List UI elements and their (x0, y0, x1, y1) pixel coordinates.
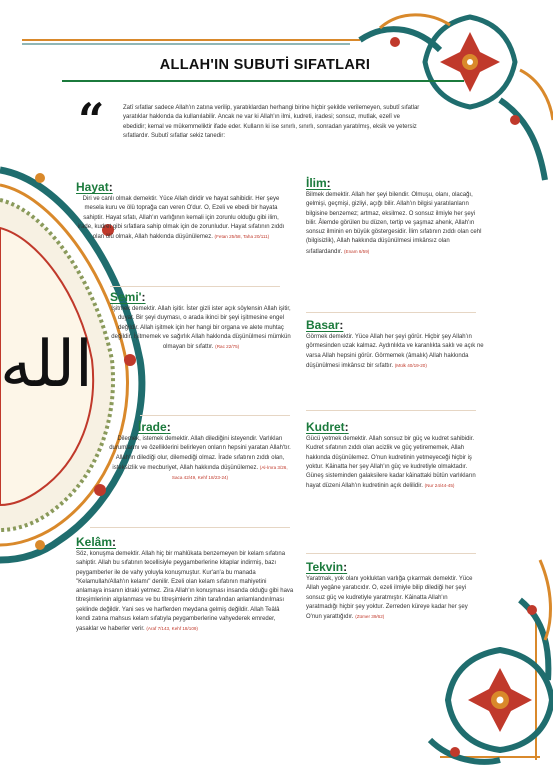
reference: (Araf 7/143, Kehf 18/109) (146, 626, 198, 632)
reference: (Zümer 39/62) (355, 614, 385, 620)
section-hayat (76, 180, 286, 242)
section-heading: Kelâm: (76, 535, 117, 549)
calligraphy-allah: الله (0, 328, 93, 402)
divider (306, 410, 476, 411)
divider (140, 415, 290, 416)
section-ilim (306, 176, 486, 257)
divider (90, 527, 290, 528)
reference: (Mülk 40/19-20) (394, 362, 427, 368)
section-heading: İlim: (306, 176, 331, 190)
section-body: Gücü yetmek demektir. Allah sonsuz bir güç ve kudret sahibidir. Kudret sıfatının zıddı olan acizlik ve güç yetirememek, Allah hakkında düşünülemez. O'nun kudretinin yetmeyeceği hiçbir iş yoktur. Kâinatta her şey Allah'ın güç ve kudretiyle olmaktadır. Güneş sisteminden galaksilere kadar kâinattaki bütün varlıkların hayat düzeni Allah'ın kudretinin açık delilidir. (Nur 24/44-45) (306, 436, 476, 490)
section-body: Yaratmak, yok olanı yokluktan varlığa çıkarmak demektir. Yüce Allah yegâne yaratıcıdır. O, ezeli ilmiyle bilip dilediği her şeyi sonsuz güç ve kudretiyle yaratmıştır. Kâinatta Allah'ın yaratmadığı hiçbir şey yoktur. Zerreden küreye kadar her şey O'nun yarattığıdır. (Zümer 39/62) (306, 576, 473, 621)
section-basar (306, 318, 486, 371)
section-heading: Kudret: (306, 420, 349, 434)
section-heading: Tekvin: (306, 560, 348, 574)
reference: (Rac 22/75) (215, 344, 240, 350)
divider (110, 286, 280, 287)
title-underline (62, 80, 464, 82)
reference: (Al-İmra 3/26, Saca 42/49, Kehf 18/23-24) (171, 464, 288, 481)
section-semi (110, 290, 292, 352)
page-title: ALLAH'IN SUBUTİ SIFATLARI (159, 57, 371, 73)
section-body: Bilmek demektir. Allah her şeyi bilendir. Olmuşu, olanı, olacağı, gelmişi, geçmişi, gizliyi, açığı bilir. Allah'ın bilgisi yaratılanların bilgisine benzemez; artmaz, eksilmez. O sonsuz ilmiyle her şeyi bilir. Âlemde görülen bu düzen, tertip ve şaşmaz ahenk, Allah'ın sonsuz ilminin en büyük göstergesidir. İlim sıfatının zıddı olan cehl (bilgisizlik), Allah hakkında düşünülmesi imkânsız olan sıfatlardandır. (Enam 6/59) (306, 192, 482, 255)
reference: (Nur 24/44-45) (424, 483, 455, 489)
section-body: Söz, konuşma demektir. Allah hiç bir mahlûkata benzemeyen bir kelam sıfatına sahiptir. Allah bu sıfatının tecellisiyle peygamberlerine kitaplar indirmiş, bazı peygamberler ile de vahy yoluyla konuşmuştur. Kur'an'a bu manada "Kelamullah/Allah'ın kelamı" denilir. Ezeli olan kelam sıfatının mahiyetini anlamaya insanın idraki yetmez. Zira Allah'ın konuşması insanda olduğu gibi hava titreşimlerinin algılanması ve bu titreşimlerin zihin tarafından anlamlandırılması şeklinde değildir. Yani ses ve harflerden meydana gelmiş değildir. Allah Teâlâ kendi zatına mahsus kelam sıfatıyla peygamberlerine vahyederek emreder, yasaklar ve haberler verir. (Araf 7/143, Kehf 18/109) (76, 551, 294, 633)
reference: (Fetan 25/58, Taha 20/111) (214, 234, 270, 240)
section-irade (108, 420, 292, 483)
section-body: Görmek demektir. Yüce Allah her şeyi görür. Hiçbir şey Allah'ın görmesinden uzak kalmaz. Aydınlıkta ve karanlıkta saklı ve açık ne varsa Allah hepsini görür. Görmemek (âmalık) Allah hakkında düşünülmesi imkânsız bir sıfattır. (Mülk 40/19-20) (306, 334, 484, 369)
section-kelam (76, 535, 294, 635)
divider (306, 553, 476, 554)
reference: (Enam 6/59) (344, 248, 370, 254)
section-body: Diri ve canlı olmak demektir. Yüce Allah diridir ve hayat sahibidir. Her şeye mesela kuru ve ölü toprağa can veren O'dur. O, Ezeli ve ebedi bir hayata sahiptir. Hayat sıfatı, Allah'ın varlığının kemali için zorunlu olduğu gibi ilim, irade, kudret gibi sıfatlara sahip olmak için de zorunludur. Hayat sıfatının zıddı olan ölü olmak, Allah hakkında düşünülemez. (Fetan 25/58, Taha 20/111) (77, 196, 285, 241)
section-body: İşitmek demektir. Allah işitir. İster gizli ister açık söylensin Allah işitir, duyar. Bir şeyi duyması, o arada ikinci bir şeyi işitmesine engel değildir. Allah işitmek için her hangi bir organa ve alete muhtaç değildir. İşitmemek ve sağırlık Allah hakkında düşünülmesi mümkün olmayan bir sıfattır. (Rac 22/75) (111, 306, 291, 351)
section-heading: Hayat: (76, 180, 113, 194)
intro-paragraph: Zatî sıfatlar sadece Allah'ın zatına verilip, yaratıklardan herhangi birine hiçbir şekilde verilemeyen, subutî sıfatlar yaratıklar hakkında da kullanılabilir. Ancak ne var ki Allah'ın ilmi, kudreti, iradesi; sonsuz, mutlak, ezelî ve ebedidir; kemal ve mükemmeliktir ifade eder. Kulların ki ise sınırlı, sınırlı, sonradan yaratılmış, eksik ve yetersiz sıfatlardır. Subutî sıfatlar sekiz tanedir: (123, 105, 420, 140)
section-heading: İrade: (138, 420, 171, 434)
section-body: Dilemek, istemek demektir. Allah dilediğini isteyendir. Varlıkları durumlarını ve özelliklerini belirleyen onların hepsini yaratan Allah'tır. Allah'ın dilediği olur, dilemediği olmaz. İrade sıfatının zıddı olan, isteksizlik ve mecburiyet, Allah hakkında düşünülemez. (Al-İmra 3/26, Saca 42/49, Kehf 18/23-24) (109, 436, 291, 481)
section-tekvin (306, 560, 478, 622)
section-heading: Semi': (110, 290, 146, 304)
section-heading: Basar: (306, 318, 344, 332)
divider (306, 312, 476, 313)
section-kudret (306, 420, 486, 492)
quote-open-icon: “ (78, 93, 105, 147)
